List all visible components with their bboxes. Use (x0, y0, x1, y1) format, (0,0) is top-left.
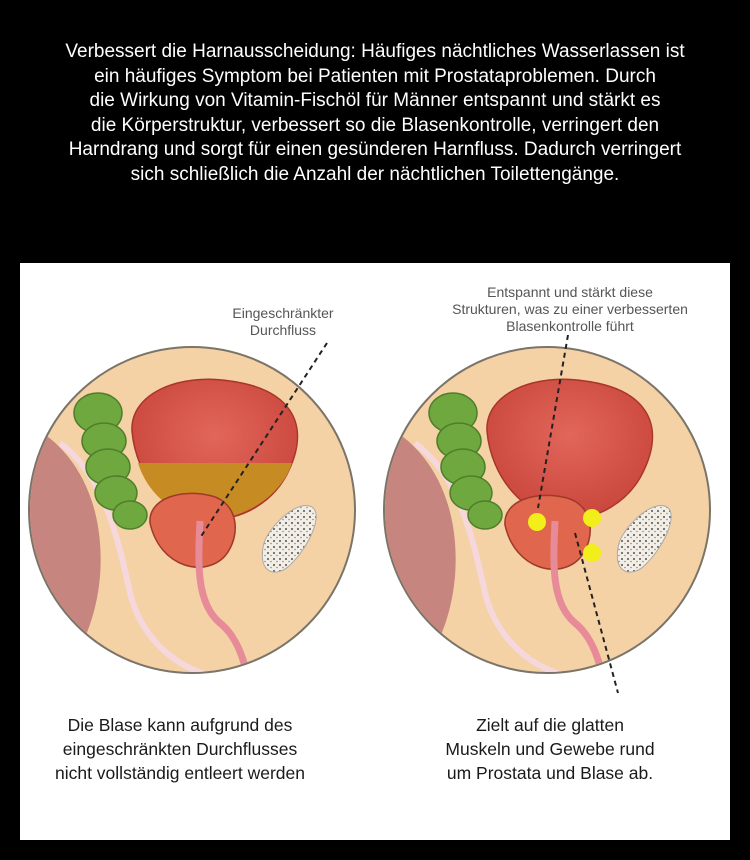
left-callout (218, 305, 348, 339)
intro-line: Verbessert die Harnausscheidung: Häufiges nächtliches Wasserlassen ist (65, 41, 685, 62)
right-caption (410, 713, 690, 785)
left-anatomy-diagram (25, 343, 355, 683)
intro-line: ein häufiges Symptom bei Patienten mit Prostataproblemen. Durch (94, 65, 656, 87)
left-caption-line: Die Blase kann aufgrund des (67, 715, 293, 735)
illustration-panel (20, 263, 730, 840)
intro-line: sich schließlich die Anzahl der nächtlichen Toilettengänge. (130, 163, 620, 185)
right-caption-line: um Prostata und Blase ab. (446, 763, 654, 783)
left-callout-line: Eingeschränkter (232, 305, 334, 321)
left-caption-line: eingeschränkten Durchflusses (62, 739, 298, 759)
target-marker (583, 509, 601, 527)
right-callout-line: Entspannt und stärkt diese (487, 284, 653, 300)
target-marker (528, 513, 546, 531)
target-marker (583, 544, 601, 562)
left-callout-line: Durchfluss (249, 322, 317, 338)
right-callout-line: Blasenkontrolle führt (506, 318, 634, 334)
right-anatomy-diagram (380, 335, 710, 693)
right-callout (425, 284, 715, 335)
intro-line: die Wirkung von Vitamin-Fischöl für Männer entspannt und stärkt es (89, 90, 661, 111)
intro-line: Harndrang und sorgt für einen gesünderen Harnfluss. Dadurch verringert (68, 139, 682, 160)
intro-text (0, 40, 750, 187)
right-caption-line: Muskeln und Gewebe rund (445, 739, 655, 759)
left-caption (20, 713, 340, 785)
right-callout-line: Strukturen, was zu einer verbesserten (452, 301, 688, 317)
intro-line: die Körperstruktur, verbessert so die Blasenkontrolle, verringert den (90, 114, 660, 136)
right-caption-line: Zielt auf die glatten (476, 715, 624, 735)
left-caption-line: nicht vollständig entleert werden (54, 763, 305, 783)
